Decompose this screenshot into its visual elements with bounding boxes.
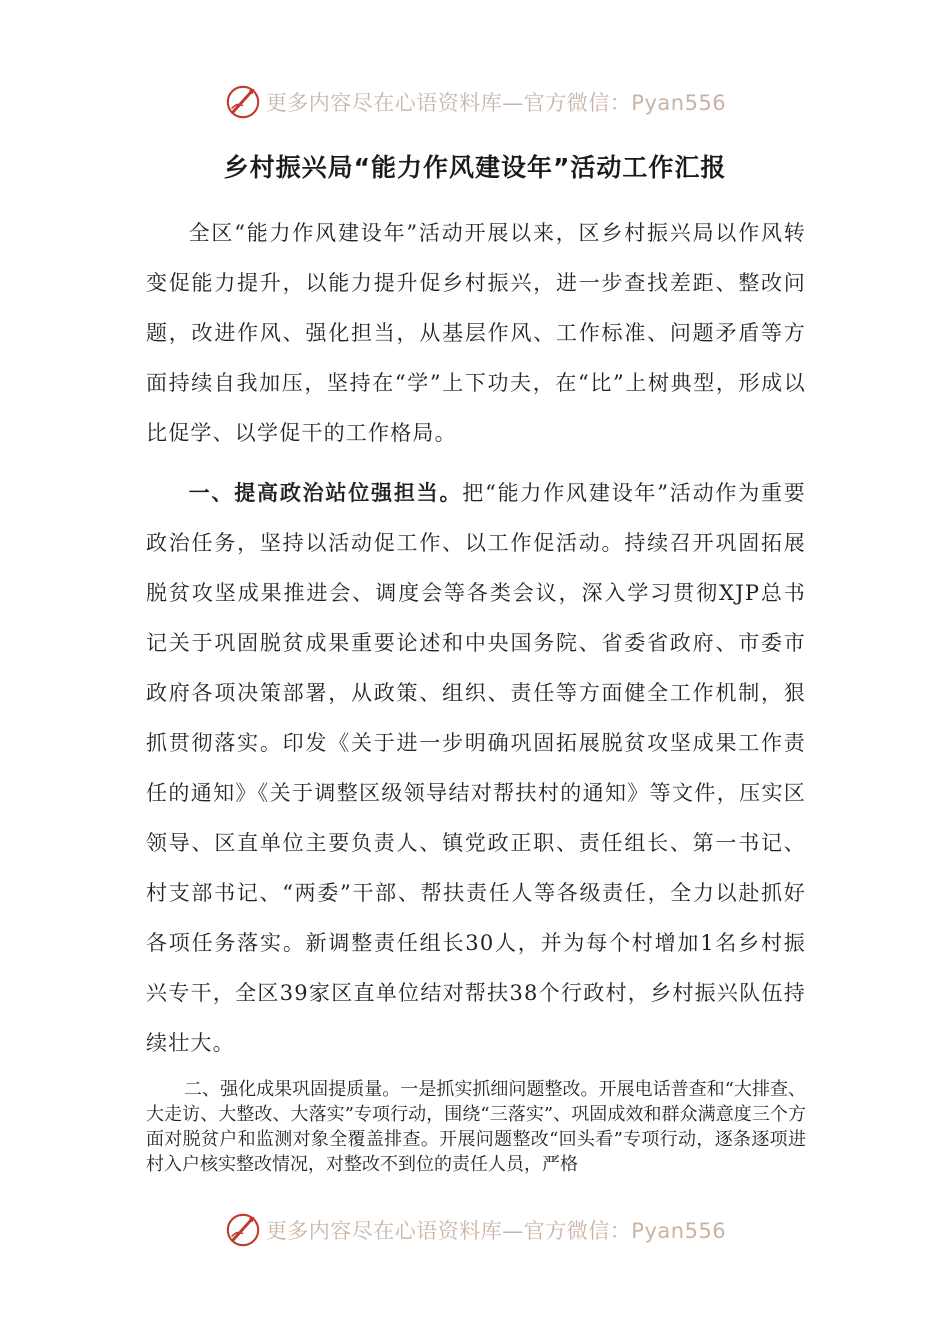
section-2-paragraph	[146, 1077, 806, 1177]
intro-paragraph	[146, 208, 806, 458]
footer-banner	[0, 1208, 950, 1252]
header-banner	[0, 80, 950, 124]
section-1-heading: 一、提高政治站位强担当。	[188, 481, 463, 505]
banner-text: 更多内容尽在心语资料库—官方微信：Pyan556	[265, 91, 727, 115]
section-2-text: 二、强化成果巩固提质量。一是抓实抓细问题整改。开展电话普查和“大排查、大走访、大整改、大落实”专项行动，围绕“三落实”、巩固成效和群众满意度三个方面对脱贫户和监测对象全覆盖排查。开展问题整改“回头看”专项行动，逐条逐项进村入户核实整改情况，对整改不到位的责任人员，严格	[146, 1079, 806, 1175]
logo-icon	[224, 83, 262, 121]
banner-text: 更多内容尽在心语资料库—官方微信：Pyan556	[265, 1219, 727, 1243]
document-title: 乡村振兴局“能力作风建设年”活动工作汇报	[223, 153, 727, 182]
logo-icon	[224, 1211, 262, 1249]
section-1-paragraph	[146, 468, 806, 1068]
section-1-body: 把“能力作风建设年”活动作为重要政治任务，坚持以活动促工作、以工作促活动。持续召开巩固拓展脱贫攻坚成果推进会、调度会等各类会议，深入学习贯彻XJP总书记关于巩固脱贫成果重要论述和中央国务院、省委省政府、市委市政府各项决策部署，从政策、组织、责任等方面健全工作机制，狠抓贯彻落实。印发《关于进一步明确巩固拓展脱贫攻坚成果工作责任的通知》《关于调整区级领导结对帮扶村的通知》等文件，压实区领导、区直单位主要负责人、镇党政正职、责任组长、第一书记、村支部书记、“两委”干部、帮扶责任人等各级责任，全力以赴抓好各项任务落实。新调整责任组长30人，并为每个村增加1名乡村振兴专干，全区39家区直单位结对帮扶38个行政村，乡村振兴队伍持续壮大。	[146, 481, 807, 1055]
intro-text: 全区“能力作风建设年”活动开展以来，区乡村振兴局以作风转变促能力提升，以能力提升促乡村振兴，进一步查找差距、整改问题，改进作风、强化担当，从基层作风、工作标准、问题矛盾等方面持续自我加压，坚持在“学”上下功夫，在“比”上树典型，形成以比促学、以学促干的工作格局。	[146, 221, 806, 445]
